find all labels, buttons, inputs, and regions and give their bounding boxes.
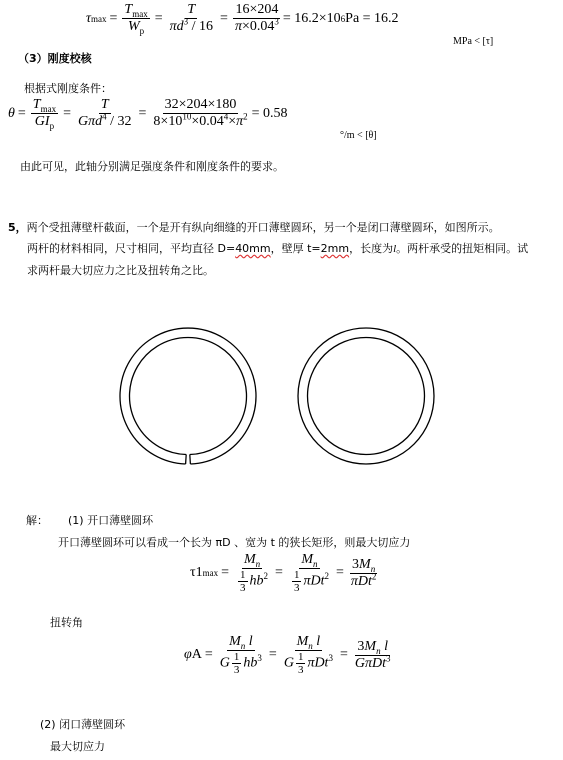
twist-angle-result: = 0.58 xyxy=(251,105,288,121)
twist-angle-equation: θ = $\frac{T_{max}}{GI_p}$ = $\frac{T}{G\pi d^4 / 32}$ = $\frac{32\times 204\times 180}{8\times 10^{10}\times 0.04^4\times\pi^2}$ = 0.58 xyxy=(8,97,288,131)
rings-figure xyxy=(100,322,445,472)
shear-stress-tail: Pa = 16.2 xyxy=(345,10,399,26)
thickness-value: 2mm xyxy=(320,242,350,255)
closed-ring xyxy=(298,328,434,464)
problem-line-2 xyxy=(27,240,528,256)
problem-line-1 xyxy=(8,219,500,235)
stiffness-condition-label: 根据式刚度条件： xyxy=(24,82,112,95)
twist-angle-label: 扭转角 xyxy=(50,616,83,629)
solution-part-1: (1) 开口薄壁圆环 xyxy=(68,514,154,527)
problem-text-2a: 两杆的材料相同，尺寸相同，平均直径 D= xyxy=(27,242,236,255)
problem-number: 5， xyxy=(8,221,27,234)
solution-part-2-desc: 最大切应力 xyxy=(50,740,105,753)
problem-text-2b: ，壁厚 t= xyxy=(270,242,321,255)
shear-stress-result: = 16.2×10 xyxy=(282,10,341,26)
open-ring-twist-equation: φ A = $M_n$ l G $\frac{1}{3}$ $hb^3$ = $M_n$ l G $\frac{1}{3}$ πDt$^3$ = $\frac{3M_n l}{G\pi Dt^3}$ xyxy=(184,634,391,676)
mpa-note: MPa < [τ] xyxy=(453,36,494,47)
problem-text-1: 两个受扭薄壁杆截面，一个是开有纵向细缝的开口薄壁圆环，另一个是闭口薄壁圆环，如图所示。 xyxy=(26,221,500,234)
stiffness-heading: （3）刚度校核 xyxy=(18,52,92,65)
problem-text-2c: ，长度为 xyxy=(349,242,394,255)
diameter-value: 40mm xyxy=(235,242,271,255)
open-ring-stress-equation: τ1 max = $M_n$ $\frac{1}{3}$ $hb^2$ = $M_n$ $\frac{1}{3}$ πDt$^2$ = $\frac{3M_n}{\pi Dt^2}$ xyxy=(190,552,377,594)
problem-text-2d: 。两杆承受的扭矩相同。试 xyxy=(396,242,529,255)
solution-label: 解： xyxy=(26,514,48,527)
stiffness-conclusion: 由此可见，此轴分别满足强度条件和刚度条件的要求。 xyxy=(20,160,284,173)
open-ring xyxy=(120,328,256,464)
solution-part-2: (2) 闭口薄壁圆环 xyxy=(40,718,126,731)
shear-stress-equation: τ max = $\frac{T_{max}}{W_p}$ = $\frac{T}{\pi d^3 / 16}$ = $\frac{16\times 204}{\pi\times 0.04^3}$ = 16.2×10 6 Pa = 16.2 xyxy=(86,2,399,36)
twist-unit-note: °/m < [θ] xyxy=(340,130,377,141)
length-symbol: l xyxy=(393,243,397,255)
solution-part-1-desc: 开口薄壁圆环可以看成一个长为 πD 、宽为 t 的狭长矩形，则最大切应力 xyxy=(58,536,411,549)
problem-line-3: 求两杆最大切应力之比及扭转角之比。 xyxy=(27,264,214,277)
